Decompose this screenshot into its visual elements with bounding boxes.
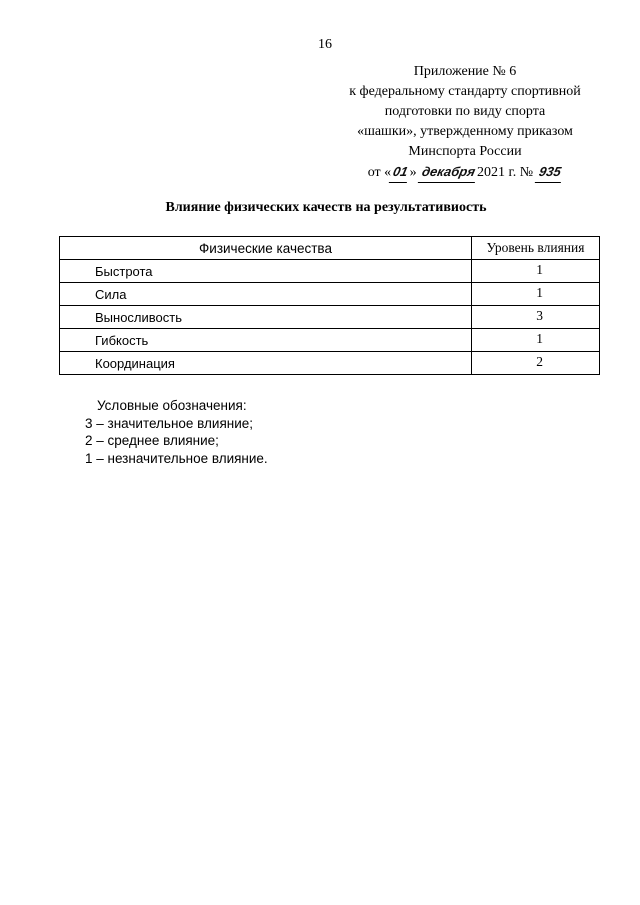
order-prefix: от « [367,165,392,180]
level-cell: 1 [472,329,600,352]
qualities-table [59,236,600,375]
legend-item: 2 – среднее влияние; [85,433,219,448]
legend-title: Условные обозначения: [97,398,247,413]
level-cell: 1 [472,283,600,306]
document-title: Влияние физических качеств на результативиость [165,200,487,215]
level-cell: 1 [472,260,600,283]
legend [85,397,268,467]
page-number: 16 [318,37,332,52]
table-row [60,306,600,329]
order-mid: » [409,165,417,180]
order-month-handwritten: декабря [418,162,479,183]
table-header-row [60,237,600,260]
appendix-line: Минспорта России [408,144,522,159]
appendix-line: подготовки по виду спорта [384,104,546,119]
quality-cell: Выносливость [60,306,472,329]
level-cell: 2 [472,352,600,375]
legend-item: 1 – незначительное влияние. [85,450,268,466]
header-level: Уровень влияния [472,237,600,260]
legend-item: 3 – значительное влияние; [85,415,254,431]
appendix-header [330,62,600,183]
header-quality: Физические качества [60,237,472,260]
order-day-handwritten: 01 [389,162,412,183]
appendix-line: к федеральному стандарту спортивной [349,84,581,99]
order-line [330,162,600,183]
quality-cell: Гибкость [60,329,472,352]
appendix-line: Приложение № 6 [413,64,517,79]
quality-cell: Сила [60,283,472,306]
appendix-line: «шашки», утвержденному приказом [357,124,573,139]
table-row [60,260,600,283]
table-row [60,352,600,375]
level-cell: 3 [472,306,600,329]
table-row [60,283,600,306]
quality-cell: Быстрота [60,260,472,283]
order-year: 2021 г. № [477,165,534,180]
order-number-handwritten: 935 [534,162,564,183]
table-row [60,329,600,352]
quality-cell: Координация [60,352,472,375]
